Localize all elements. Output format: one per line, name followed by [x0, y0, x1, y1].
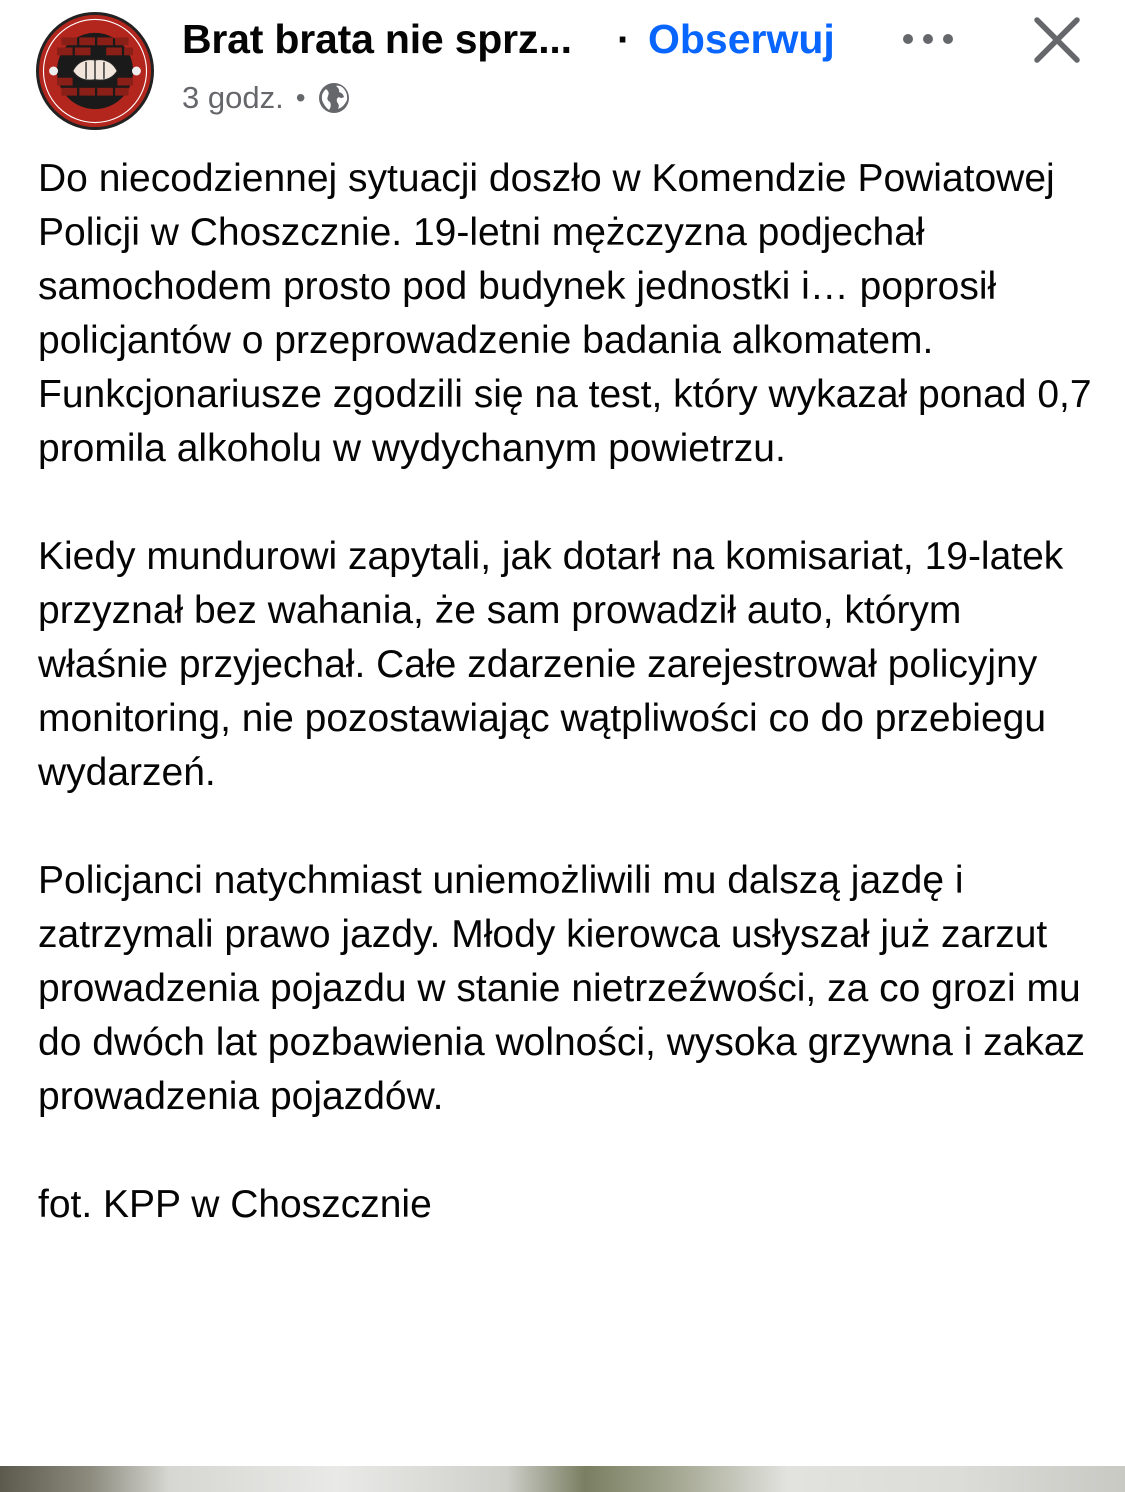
page-name[interactable]: Brat brata nie sprz... [182, 16, 572, 62]
post-header [0, 0, 1125, 140]
more-options-button[interactable] [900, 24, 956, 54]
post-time[interactable]: 3 godz. [182, 80, 284, 115]
more-horizontal-icon [900, 24, 956, 54]
name-follow-separator: · [617, 18, 631, 62]
post-paragraph: Kiedy mundurowi zapytali, jak dotarł na komisariat, 19-latek przyznał bez wahania, że sam prowadził auto, którym właśnie przyjechał. Całe zdarzenie zarejestrował policyjny monitoring, nie pozostawiając wątpliwości co do przebiegu wydarzeń. [38, 535, 1064, 794]
brat-brata-logo-icon [39, 15, 151, 127]
post-paragraph: Do niecodziennej sytuacji doszło w Komendzie Powiatowej Policji w Choszcznie. 19-letni mężczyzna podjechał samochodem prosto pod budynek jednostki i… poprosił policjantów o przeprowadzenie badania alkomatem. Funkcjonariusze zgodzili się na test, który wykazał ponad 0,7 promila alkoholu w wydychanym powietrzu. [38, 157, 1092, 470]
globe-icon[interactable] [316, 80, 352, 116]
post-paragraph: Policjanci natychmiast uniemożliwili mu dalszą jazdę i zatrzymali prawo jazdy. Młody kierowca usłyszał już zarzut prowadzenia pojazdu w stanie nietrzeźwości, za co grozi mu do dwóch lat pozbawienia wolności, wysoka grzywna i zakaz prowadzenia pojazdów. [38, 859, 1086, 1118]
follow-button[interactable]: Obserwuj [648, 16, 835, 62]
close-icon [1032, 15, 1082, 65]
page-avatar[interactable] [36, 12, 154, 130]
meta-separator: • [295, 82, 306, 113]
photo-credit: fot. KPP w Choszcznie [38, 1183, 432, 1226]
post-photo[interactable] [0, 1466, 1125, 1492]
post-text [38, 152, 1098, 1232]
post-meta [182, 78, 352, 118]
close-button[interactable] [1032, 15, 1082, 65]
